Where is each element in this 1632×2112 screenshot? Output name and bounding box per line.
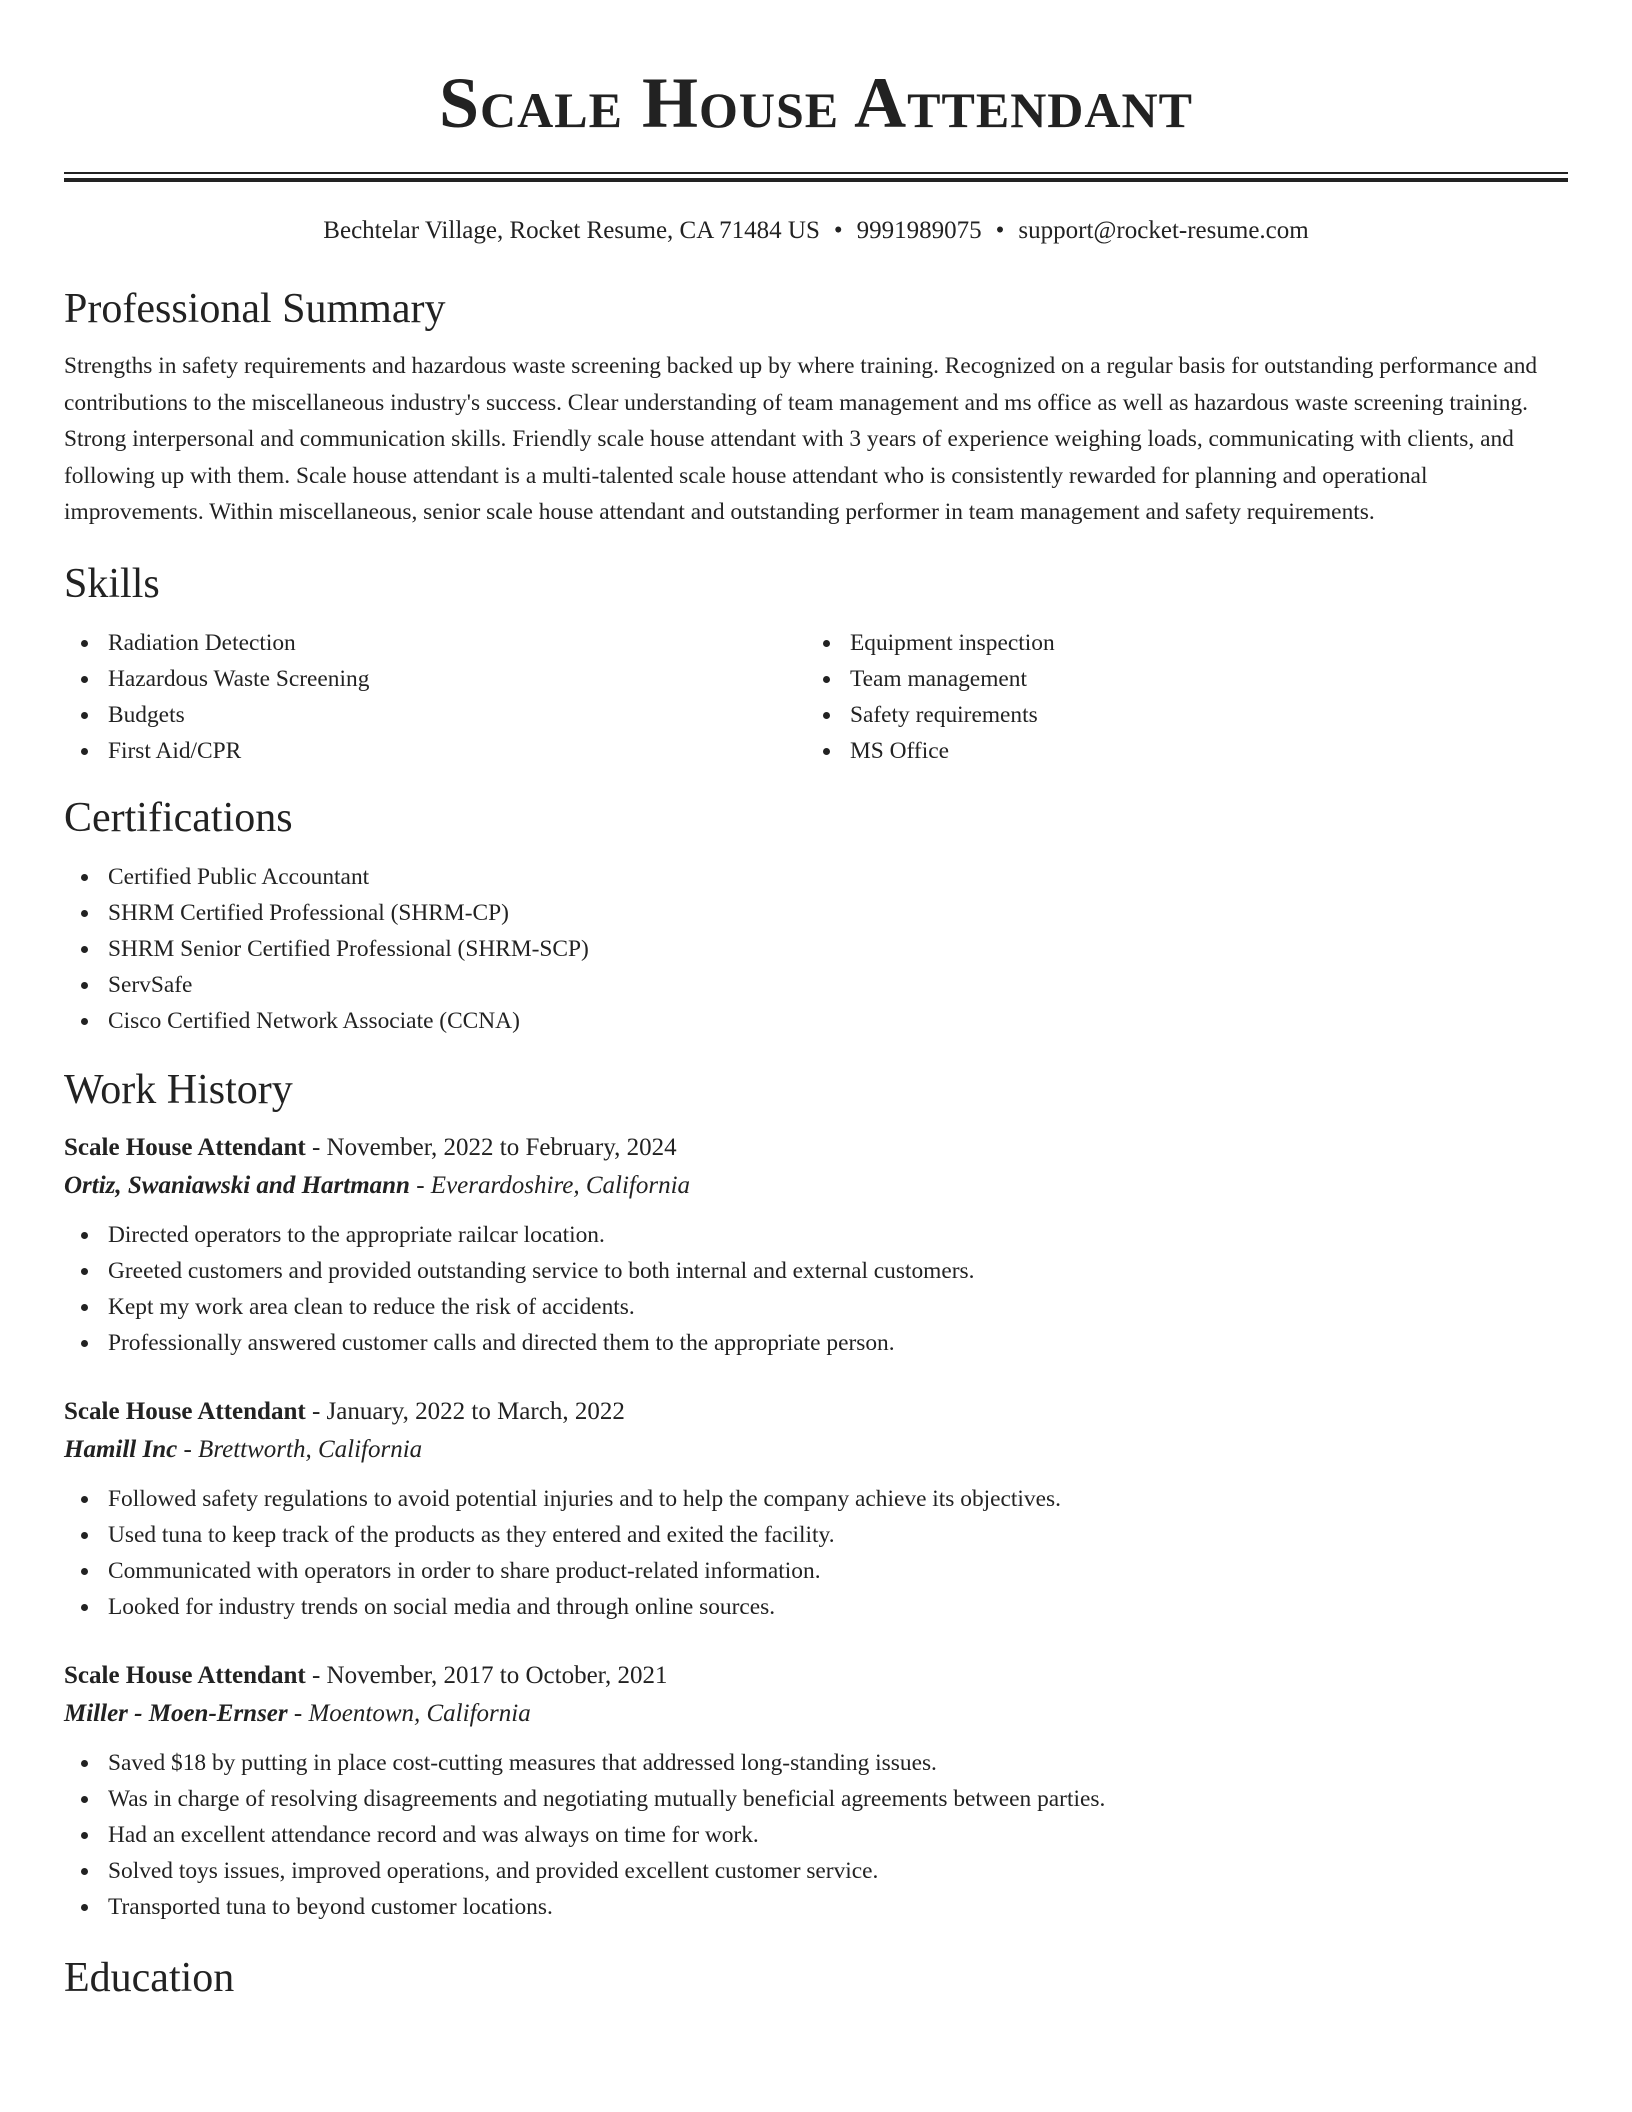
job-bullets: [64, 1481, 1568, 1625]
job-company: Miller - Moen-Ernser: [64, 1699, 288, 1727]
job-bullet: Communicated with operators in order to share product-related information.: [64, 1553, 1568, 1589]
job-company-line: [64, 1431, 1568, 1469]
certification-item: ServSafe: [64, 967, 1568, 1003]
job-title-line: [64, 1129, 1568, 1167]
job-company-line: [64, 1695, 1568, 1733]
job-entry: [64, 1657, 1568, 1925]
summary-heading: Professional Summary: [64, 286, 446, 332]
skill-item: Team management: [806, 661, 1548, 697]
work-history-heading: Work History: [64, 1066, 293, 1113]
education-heading: Education: [64, 1954, 235, 2001]
job-bullet: Was in charge of resolving disagreements and negotiating mutually beneficial agreements between parties.: [64, 1781, 1568, 1817]
skills-columns: [64, 625, 1568, 769]
job-location: - Moentown, California: [287, 1699, 531, 1727]
skill-item: Safety requirements: [806, 697, 1548, 733]
job-bullet: Looked for industry trends on social media and through online sources.: [64, 1589, 1568, 1625]
skill-item: Hazardous Waste Screening: [64, 661, 806, 697]
job-bullets: [64, 1217, 1568, 1361]
job-role: Scale House Attendant: [64, 1397, 306, 1425]
job-dates: - November, 2022 to February, 2024: [305, 1133, 677, 1161]
skills-list-left: [64, 625, 806, 769]
job-bullet: Solved toys issues, improved operations, and provided excellent customer service.: [64, 1853, 1568, 1889]
job-bullet: Followed safety regulations to avoid potential injuries and to help the company achieve its objectives.: [64, 1481, 1568, 1517]
skill-item: Equipment inspection: [806, 625, 1548, 661]
certification-item: Cisco Certified Network Associate (CCNA): [64, 1003, 1568, 1039]
job-location: - Brettworth, California: [177, 1435, 423, 1463]
skill-item: Radiation Detection: [64, 625, 806, 661]
certifications-heading: Certifications: [64, 794, 293, 841]
certification-item: SHRM Certified Professional (SHRM-CP): [64, 895, 1568, 931]
certifications-list: [64, 859, 1568, 1039]
contact-address: Bechtelar Village, Rocket Resume, CA 71484 US: [323, 217, 820, 244]
job-entry: [64, 1393, 1568, 1625]
job-entry: [64, 1129, 1568, 1361]
skill-item: MS Office: [806, 733, 1548, 769]
skills-list-right: [806, 625, 1548, 769]
job-bullet: Professionally answered customer calls and directed them to the appropriate person.: [64, 1325, 1568, 1361]
job-company: Ortiz, Swaniawski and Hartmann: [64, 1171, 410, 1199]
job-role: Scale House Attendant: [64, 1661, 306, 1689]
job-bullets: [64, 1745, 1568, 1925]
skill-item: First Aid/CPR: [64, 733, 806, 769]
job-company-line: [64, 1167, 1568, 1205]
certification-item: SHRM Senior Certified Professional (SHRM-SCP): [64, 931, 1568, 967]
resume-page: [64, 0, 1568, 2003]
job-bullet: Used tuna to keep track of the products as they entered and exited the facility.: [64, 1517, 1568, 1553]
resume-name: Scale House Attendant: [439, 63, 1193, 143]
job-title-line: [64, 1393, 1568, 1431]
job-company: Hamill Inc: [64, 1435, 178, 1463]
job-bullet: Directed operators to the appropriate railcar location.: [64, 1217, 1568, 1253]
contact-email: support@rocket-resume.com: [1018, 217, 1309, 244]
contact-separator: •: [995, 217, 1005, 244]
skill-item: Budgets: [64, 697, 806, 733]
job-title-line: [64, 1657, 1568, 1695]
job-dates: - January, 2022 to March, 2022: [305, 1397, 625, 1425]
contact-phone: 9991989075: [856, 217, 982, 244]
job-bullet: Kept my work area clean to reduce the risk of accidents.: [64, 1289, 1568, 1325]
header-double-rule: [64, 172, 1568, 182]
certification-item: Certified Public Accountant: [64, 859, 1568, 895]
job-bullet: Greeted customers and provided outstanding service to both internal and external customers.: [64, 1253, 1568, 1289]
job-bullet: Had an excellent attendance record and was always on time for work.: [64, 1817, 1568, 1853]
job-dates: - November, 2017 to October, 2021: [305, 1661, 668, 1689]
contact-separator: •: [833, 217, 843, 244]
job-location: - Everardoshire, California: [409, 1171, 691, 1199]
contact-line: [64, 216, 1568, 246]
summary-text: Strengths in safety requirements and hazardous waste screening backed up by where training. Recognized on a regular basis for outstanding performance and contributions to the miscellaneous industry's success. Clear understanding of team management and ms office as well as hazardous waste screening training. Strong interpersonal and communication skills. Friendly scale house attendant with 3 years of experience weighing loads, communicating with clients, and following up with them. Scale house attendant is a multi-talented scale house attendant who is consistently rewarded for planning and operational improvements. Within miscellaneous, senior scale house attendant and outstanding performer in team management and safety requirements.: [64, 353, 1538, 526]
job-bullet: Transported tuna to beyond customer locations.: [64, 1889, 1568, 1925]
job-bullet: Saved $18 by putting in place cost-cutting measures that addressed long-standing issues.: [64, 1745, 1568, 1781]
skills-heading: Skills: [64, 560, 160, 607]
job-role: Scale House Attendant: [64, 1133, 306, 1161]
